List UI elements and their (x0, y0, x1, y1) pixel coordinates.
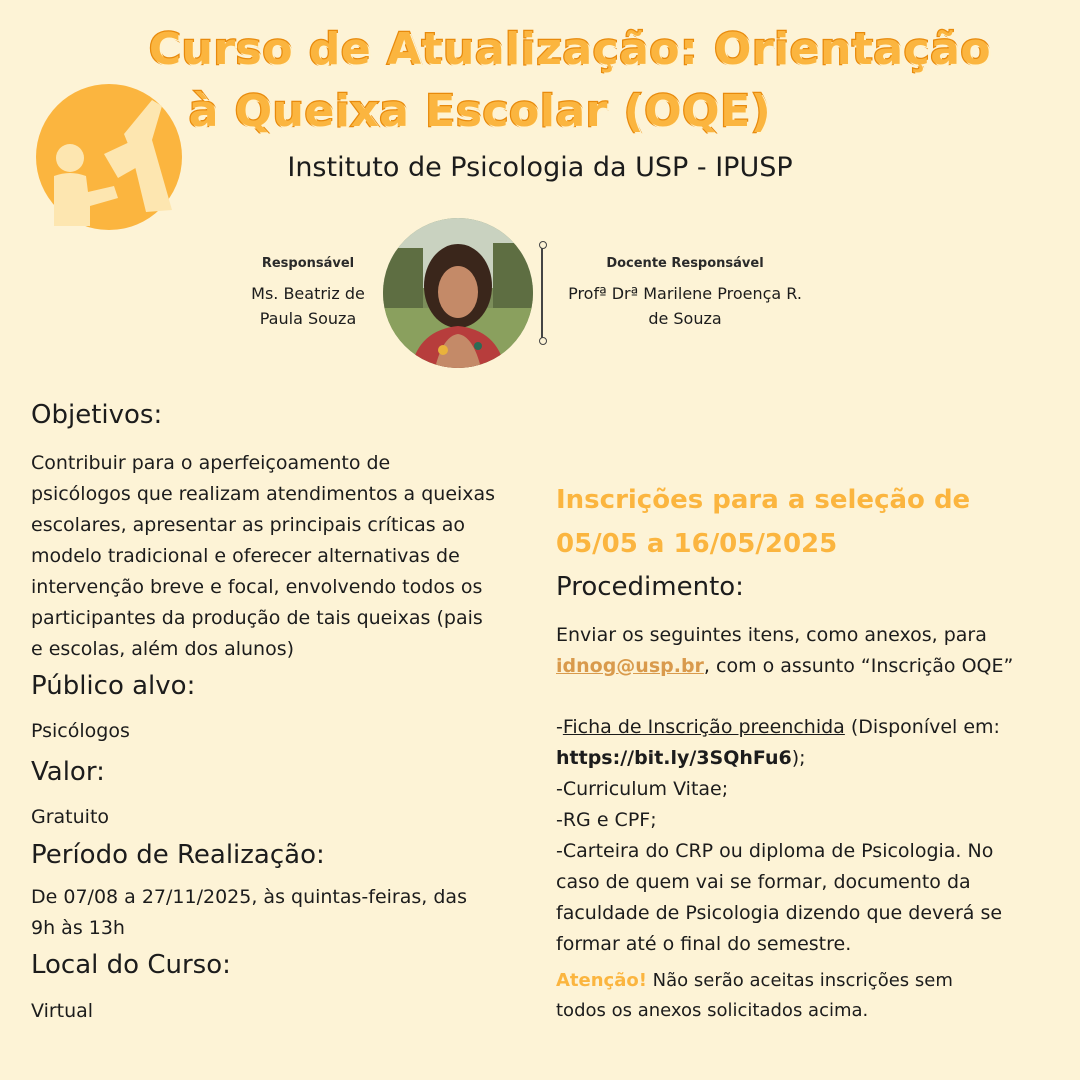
periodo-heading: Período de Realização: (31, 840, 325, 870)
attention-note (556, 966, 1056, 1026)
responsavel-left (238, 256, 378, 331)
attention-label: Atenção! (556, 970, 647, 991)
email-link[interactable]: idnog@usp.br (556, 655, 704, 677)
item1-rest: (Disponível em: (844, 716, 1000, 738)
periodo-text (31, 882, 531, 944)
inscricoes-line2: 05/05 a 16/05/2025 (556, 529, 838, 559)
list-item-rg: -RG e CPF; (556, 809, 657, 831)
list-item-cv: -Curriculum Vitae; (556, 778, 729, 800)
procedimento-heading: Procedimento: (556, 572, 744, 602)
course-title-line2: à Queixa Escolar (OQE) (188, 86, 772, 137)
institute-subtitle: Instituto de Psicologia da USP - IPUSP (287, 152, 793, 183)
publico-text: Psicólogos (31, 720, 130, 742)
procedimento-intro-rest: , com o assunto “Inscrição OQE” (703, 655, 1014, 677)
objetivos-line: escolares, apresentar as principais críticas ao (31, 514, 465, 536)
profile-photo (383, 218, 533, 368)
local-text: Virtual (31, 1000, 94, 1022)
objetivos-line: intervenção breve e focal, envolvendo todos os (31, 576, 483, 598)
objetivos-line: Contribuir para o aperfeiçoamento de (31, 452, 391, 474)
procedimento-intro-line2 (556, 651, 1056, 682)
objetivos-line: psicólogos que realizam atendimentos a queixas (31, 483, 496, 505)
docente-name-1: Profª Drª Marilene Proença R. (568, 284, 802, 303)
list-item-crp-cont: formar até o final do semestre. (556, 933, 852, 955)
attention-line1 (556, 966, 1056, 996)
local-heading: Local do Curso: (31, 950, 231, 980)
list-item-crp-cont: caso de quem vai se formar, documento da (556, 871, 971, 893)
objetivos-line: modelo tradicional e oferecer alternativas de (31, 545, 460, 567)
list-item-ficha (556, 712, 1056, 743)
teacher-student-logo-icon (34, 82, 184, 232)
attention-line2: todos os anexos solicitados acima. (556, 1000, 869, 1021)
item1-end: ); (791, 747, 806, 769)
list-item-crp-cont: faculdade de Psicologia dizendo que deverá se (556, 902, 1003, 924)
publico-heading: Público alvo: (31, 671, 196, 701)
responsavel-name-1: Ms. Beatriz de (251, 284, 365, 303)
docente-role: Docente Responsável (606, 256, 764, 271)
responsavel-name-2: Paula Souza (259, 309, 357, 328)
objetivos-line: participantes da produção de tais queixas (pais (31, 607, 483, 629)
objetivos-text (31, 448, 531, 665)
attention-rest: Não serão aceitas inscrições sem (646, 970, 953, 991)
responsavel-right (551, 256, 819, 331)
ficha-link[interactable]: Ficha de Inscrição preenchida (562, 716, 845, 738)
procedimento-list (556, 712, 1056, 960)
divider-line (541, 245, 543, 341)
objetivos-line: e escolas, além dos alunos) (31, 638, 295, 660)
inscricoes-banner (556, 478, 1056, 566)
valor-text: Gratuito (31, 806, 110, 828)
valor-heading: Valor: (31, 757, 105, 787)
periodo-line2: 9h às 13h (31, 917, 125, 939)
course-title-line1: Curso de Atualização: Orientação (148, 24, 992, 75)
docente-name-2: de Souza (648, 309, 722, 328)
ficha-url[interactable]: https://bit.ly/3SQhFu6 (556, 747, 792, 769)
procedimento-intro (556, 620, 1056, 682)
inscricoes-line1: Inscrições para a seleção de (556, 485, 971, 515)
procedimento-intro-line1: Enviar os seguintes itens, como anexos, para (556, 624, 987, 646)
item-prefix: - (556, 716, 563, 738)
periodo-line1: De 07/08 a 27/11/2025, às quintas-feiras, das (31, 886, 467, 908)
list-item-url (556, 743, 1056, 774)
list-item-crp: -Carteira do CRP ou diploma de Psicologia. No (556, 840, 994, 862)
responsavel-role: Responsável (261, 256, 355, 271)
objetivos-heading: Objetivos: (31, 400, 163, 430)
